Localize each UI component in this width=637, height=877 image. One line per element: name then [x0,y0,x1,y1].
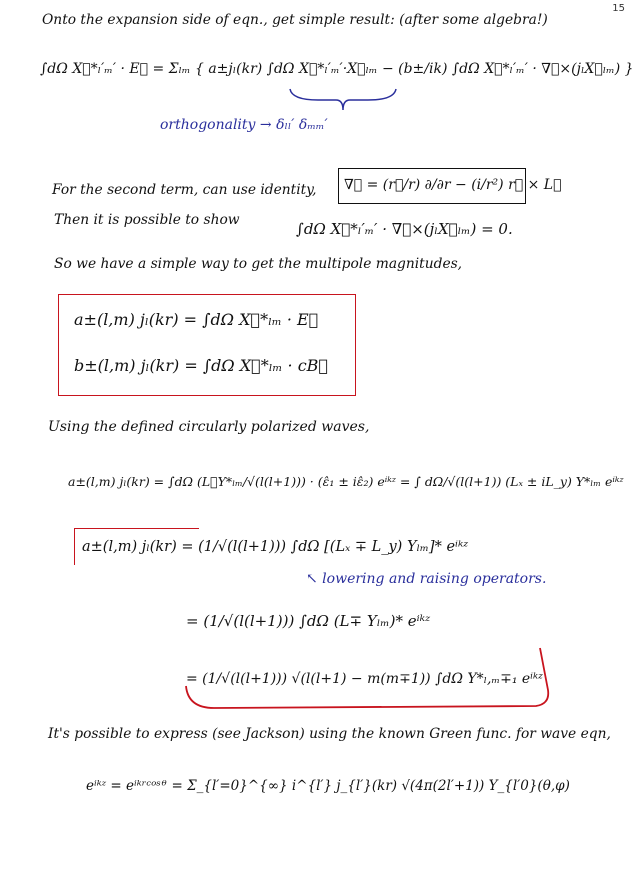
ladder-operator-equation: = (1/√(l(l+1))) ∫dΩ (L∓ Yₗₘ)* eⁱᵏᶻ [186,612,431,630]
lowered-harmonic-equation: = (1/√(l(l+1))) √(l(l+1) − m(m∓1)) ∫dΩ Y*ₗ,ₘ∓₁ eⁱᵏᶻ [186,671,543,687]
circular-wave-equation: a±(l,m) jₗ(kr) = ∫dΩ (L⃗Y*ₗₘ/√(l(l+1))) · (ε̂₁ ± iε̂₂) eⁱᵏᶻ = ∫ dΩ/√(l(l+1)) (Lₓ ± iL_y) Y*ₗₘ eⁱᵏᶻ [68,474,624,489]
gradient-identity: ∇⃗ = (r⃗/r) ∂/∂r − (i/r²) r⃗ × L⃗ [344,177,562,193]
intro-line: Onto the expansion side of eqn., get simple result: (after some algebra!) [42,12,548,28]
then-line: Then it is possible to show [54,212,240,228]
zero-integral-equation: ∫dΩ X⃗*ₗ′ₘ′ · ∇⃗×(jₗX⃗ₗₘ) = 0. [296,220,513,238]
orthogonality-note: orthogonality → δₗₗ′ δₘₘ′ [160,117,328,133]
multipole-line: So we have a simple way to get the multipole magnitudes, [54,256,463,272]
red-underline-bracket [184,646,556,712]
underbrace-icon [288,86,398,112]
page-number: 15 [612,3,625,14]
circular-polarization-line: Using the defined circularly polarized waves, [48,419,370,435]
a-coefficient-equation: a±(l,m) jₗ(kr) = ∫dΩ X⃗*ₗₘ · E⃗ [74,310,319,329]
ladder-operator-note: ↖ lowering and raising operators. [306,571,547,587]
b-coefficient-equation: b±(l,m) jₗ(kr) = ∫dΩ X⃗*ₗₘ · cB⃗ [74,356,329,375]
plane-wave-expansion: eⁱᵏᶻ = eⁱᵏʳᶜᵒˢᶿ = Σ_{l′=0}^{∞} i^{l′} j_{l′}(kr) √(4π(2l′+1)) Y_{l′0}(θ,φ) [86,778,570,794]
expansion-equation: ∫dΩ X⃗*ₗ′ₘ′ · E⃗ = Σₗₘ { a±jₗ(kr) ∫dΩ X⃗*ₗ′ₘ′·X⃗ₗₘ − (b±/ik) ∫dΩ X⃗*ₗ′ₘ′ · ∇⃗×(jₗX⃗ₗₘ) } [40,61,634,77]
a-operator-equation: a±(l,m) jₗ(kr) = (1/√(l(l+1))) ∫dΩ [(Lₓ ∓ L_y) Yₗₘ]* eⁱᵏᶻ [82,539,469,555]
second-term-line: For the second term, can use identity, [52,182,317,198]
jackson-line: It's possible to express (see Jackson) using the known Green func. for wave eqn, [48,726,611,742]
